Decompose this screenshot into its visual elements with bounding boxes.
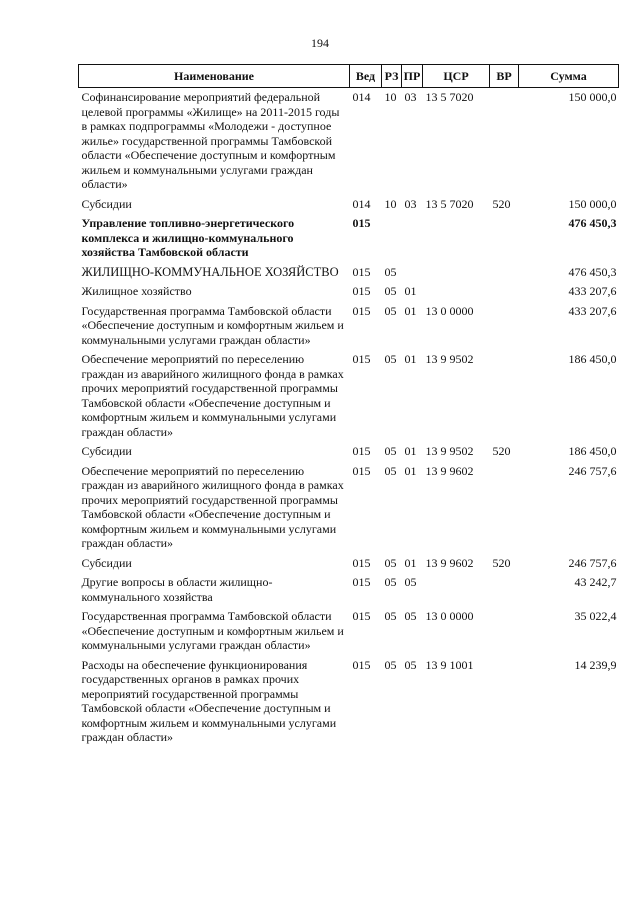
row-vr bbox=[490, 573, 519, 607]
row-sum: 150 000,0 bbox=[568, 196, 617, 211]
row-sum: 476 450,3 bbox=[568, 264, 617, 279]
row-sum: 14 239,9 bbox=[574, 657, 617, 672]
row-vr: 520 bbox=[492, 444, 511, 458]
row-ved: 015 bbox=[352, 264, 371, 279]
row-pr bbox=[402, 263, 423, 283]
row-ved: 015 bbox=[352, 216, 371, 230]
row-csr: 13 9 9502 bbox=[425, 444, 474, 458]
row-ved: 014 bbox=[352, 90, 371, 104]
row-csr: 13 9 9602 bbox=[425, 463, 474, 478]
row-rz: 05 bbox=[384, 352, 397, 366]
row-name: Расходы на обеспечение функционирования государственных органов в рамках прочих мероприятий государственной программы Тамбовской области «Обеспечение доступным и комфортным жильем и коммунальными услугами граждан области» bbox=[81, 657, 337, 744]
row-csr bbox=[423, 282, 490, 302]
row-name: Жилищное хозяйство bbox=[81, 284, 192, 298]
row-vr bbox=[490, 282, 519, 302]
row-rz bbox=[382, 214, 402, 263]
row-rz: 05 bbox=[384, 463, 397, 478]
header-pr: ПР bbox=[402, 65, 423, 88]
row-name: Управление топливно-энергетического комплекса и жилищно-коммунального хозяйства Тамбовской области bbox=[81, 216, 295, 259]
row-csr: 13 9 1001 bbox=[425, 657, 474, 672]
row-sum: 35 022,4 bbox=[574, 609, 617, 623]
row-ved: 015 bbox=[352, 284, 371, 298]
row-rz: 05 bbox=[384, 657, 397, 672]
header-sum: Сумма bbox=[519, 65, 619, 88]
table-row bbox=[79, 573, 619, 607]
table-row bbox=[79, 607, 619, 656]
row-rz: 05 bbox=[384, 444, 397, 458]
row-name: Обеспечение мероприятий по переселению граждан из аварийного жилищного фонда в рамках прочих мероприятий государственной программы Тамбовской области «Обеспечение доступным и комфортным жильем и коммунальными услугами граждан области» bbox=[81, 352, 344, 439]
row-ved: 015 bbox=[352, 463, 371, 478]
row-ved: 015 bbox=[352, 657, 371, 672]
row-pr: 05 bbox=[404, 609, 417, 623]
row-name: Софинансирование мероприятий федеральной целевой программы «Жилище» на 2011-2015 годы в рамках подпрограммы «Молодежи - доступное жилье» государственной программы Тамбовской области «Обеспечение доступным и комфортным жильем и коммунальными услугами граждан области» bbox=[81, 90, 340, 191]
row-rz: 05 bbox=[384, 555, 397, 570]
table-row bbox=[79, 302, 619, 351]
row-name: Государственная программа Тамбовской области «Обеспечение доступным и комфортным жильем и коммунальными услугами граждан области» bbox=[81, 609, 344, 652]
row-sum: 246 757,6 bbox=[568, 463, 617, 478]
table-row bbox=[79, 282, 619, 302]
row-sum: 150 000,0 bbox=[568, 90, 617, 104]
table-header-row bbox=[79, 65, 619, 88]
row-name: Субсидии bbox=[81, 555, 132, 570]
row-pr bbox=[402, 214, 423, 263]
table-row bbox=[79, 462, 619, 554]
row-vr bbox=[490, 214, 519, 263]
row-vr bbox=[490, 607, 519, 656]
header-vr: ВР bbox=[490, 65, 519, 88]
row-vr bbox=[490, 656, 519, 748]
row-sum: 246 757,6 bbox=[568, 555, 617, 570]
row-sum: 43 242,7 bbox=[574, 575, 617, 589]
row-sum: 433 207,6 bbox=[568, 303, 617, 318]
row-vr bbox=[490, 88, 519, 195]
row-sum: 186 450,0 bbox=[568, 444, 617, 458]
header-csr: ЦСР bbox=[423, 65, 490, 88]
row-ved: 014 bbox=[352, 196, 371, 211]
table-row bbox=[79, 656, 619, 748]
row-vr bbox=[490, 462, 519, 554]
table-row bbox=[79, 263, 619, 283]
row-ved: 015 bbox=[352, 575, 371, 589]
table-row bbox=[79, 350, 619, 442]
row-rz: 05 bbox=[384, 609, 397, 623]
row-rz: 05 bbox=[384, 264, 397, 279]
row-pr: 01 bbox=[404, 284, 417, 298]
row-rz: 10 bbox=[384, 196, 397, 211]
row-pr: 01 bbox=[404, 444, 417, 458]
row-sum: 476 450,3 bbox=[568, 216, 617, 230]
row-pr: 05 bbox=[404, 575, 417, 589]
row-csr: 13 0 0000 bbox=[425, 609, 474, 623]
row-rz: 10 bbox=[384, 90, 397, 104]
row-sum: 186 450,0 bbox=[568, 352, 617, 366]
row-pr: 01 bbox=[404, 555, 417, 570]
table-row bbox=[79, 554, 619, 574]
row-pr: 01 bbox=[404, 352, 417, 366]
row-name: ЖИЛИЩНО-КОММУНАЛЬНОЕ ХОЗЯЙСТВО bbox=[81, 264, 339, 279]
row-name: Государственная программа Тамбовской области «Обеспечение доступным и комфортным жильем и коммунальными услугами граждан области» bbox=[81, 303, 344, 347]
row-csr: 13 9 9602 bbox=[425, 555, 474, 570]
header-ved: Вед bbox=[350, 65, 382, 88]
row-vr bbox=[490, 350, 519, 442]
header-name: Наименование bbox=[79, 65, 350, 88]
row-sum: 433 207,6 bbox=[568, 284, 617, 298]
row-rz: 05 bbox=[384, 303, 397, 318]
row-vr: 520 bbox=[492, 196, 511, 211]
row-csr bbox=[423, 573, 490, 607]
table-row bbox=[79, 442, 619, 462]
page-number: 194 bbox=[311, 36, 329, 50]
row-csr bbox=[423, 263, 490, 283]
row-pr: 01 bbox=[404, 463, 417, 478]
row-pr: 03 bbox=[404, 196, 417, 211]
table-row bbox=[79, 88, 619, 195]
row-ved: 015 bbox=[352, 303, 371, 318]
table-row bbox=[79, 214, 619, 263]
row-ved: 015 bbox=[352, 555, 371, 570]
row-pr: 05 bbox=[404, 657, 417, 672]
row-pr: 03 bbox=[404, 90, 417, 104]
row-ved: 015 bbox=[352, 444, 371, 458]
row-csr bbox=[423, 214, 490, 263]
row-vr bbox=[490, 263, 519, 283]
row-ved: 015 bbox=[352, 352, 371, 366]
row-name: Субсидии bbox=[81, 196, 132, 211]
row-pr: 01 bbox=[404, 303, 417, 318]
row-vr: 520 bbox=[492, 555, 511, 570]
row-ved: 015 bbox=[352, 609, 371, 623]
row-name: Другие вопросы в области жилищно-коммунального хозяйства bbox=[81, 575, 273, 604]
row-csr: 13 5 7020 bbox=[425, 90, 474, 104]
row-rz: 05 bbox=[384, 284, 397, 298]
row-vr bbox=[490, 302, 519, 351]
row-csr: 13 5 7020 bbox=[425, 196, 474, 211]
row-name: Субсидии bbox=[81, 444, 132, 458]
row-name: Обеспечение мероприятий по переселению граждан из аварийного жилищного фонда в рамках прочих мероприятий государственной программы Тамбовской области «Обеспечение доступным и комфортным жильем и коммунальными услугами граждан области» bbox=[81, 463, 344, 550]
table-row bbox=[79, 195, 619, 215]
header-rz: РЗ bbox=[382, 65, 402, 88]
row-csr: 13 9 9502 bbox=[425, 352, 474, 366]
row-csr: 13 0 0000 bbox=[425, 303, 474, 318]
budget-table bbox=[78, 64, 619, 748]
row-rz: 05 bbox=[384, 575, 397, 589]
